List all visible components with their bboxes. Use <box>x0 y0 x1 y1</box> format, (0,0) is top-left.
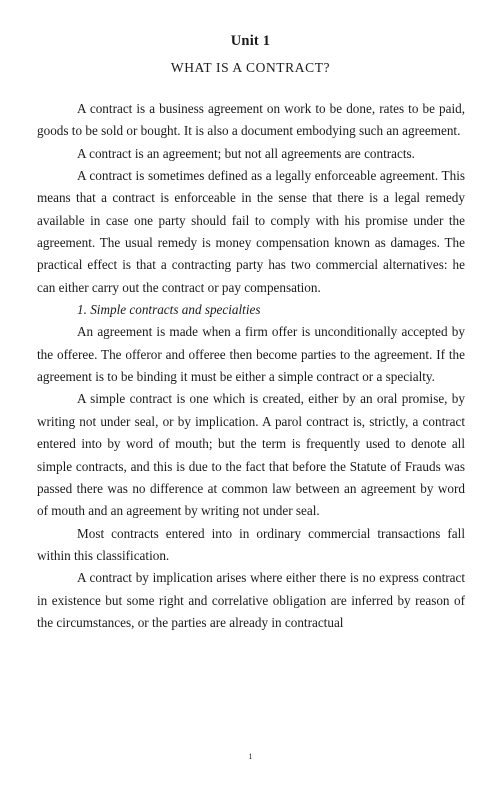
unit-heading: Unit 1 <box>230 33 271 49</box>
paragraph-implication: A contract by implication arises where either there is no express contract in existence but some right and correlative obligation are inferred by reason of the circumstances, or the parties are already in contractual <box>37 570 465 630</box>
section-heading-simple-contracts: 1. Simple contracts and specialties <box>77 302 261 318</box>
paragraph-enforceable: A contract is sometimes defined as a legally enforceable agreement. This means that a contract is enforceable in the sense that there is a legal remedy available in case one party should fail to comply with his promise under the agreement. The usual remedy is money compensation known as damages. The practical effect is that a contracting party has two commercial alternatives: he can either carry out the contract or pay compensation. <box>37 168 465 295</box>
paragraph-definition: A contract is a business agreement on work to be done, rates to be paid, goods to be sold or bought. It is also a document embodying such an agreement. <box>37 101 465 139</box>
page-number: 1 <box>248 752 253 761</box>
paragraph-commercial: Most contracts entered into in ordinary commercial transactions fall within this classification. <box>37 525 465 563</box>
chapter-title: WHAT IS A CONTRACT? <box>170 60 331 75</box>
paragraph-agreements: A contract is an agreement; but not all agreements are contracts. <box>77 145 415 161</box>
body-text <box>37 98 465 634</box>
paragraph-simple-contract: A simple contract is one which is created, either by an oral promise, by writing not under seal, or by implication. A parol contract is, strictly, a contract entered into by word of mouth; but the term is frequently used to denote all simple contracts, and this is due to the fact that before the Statute of Frauds was passed there was no difference at common law between an agreement by word of mouth and an agreement by writing not under seal. <box>37 391 465 519</box>
paragraph-offer: An agreement is made when a firm offer is unconditionally accepted by the offeree. The offeror and offeree then become parties to the agreement. If the agreement is to be binding it must be either a simple contract or a specialty. <box>37 324 465 385</box>
